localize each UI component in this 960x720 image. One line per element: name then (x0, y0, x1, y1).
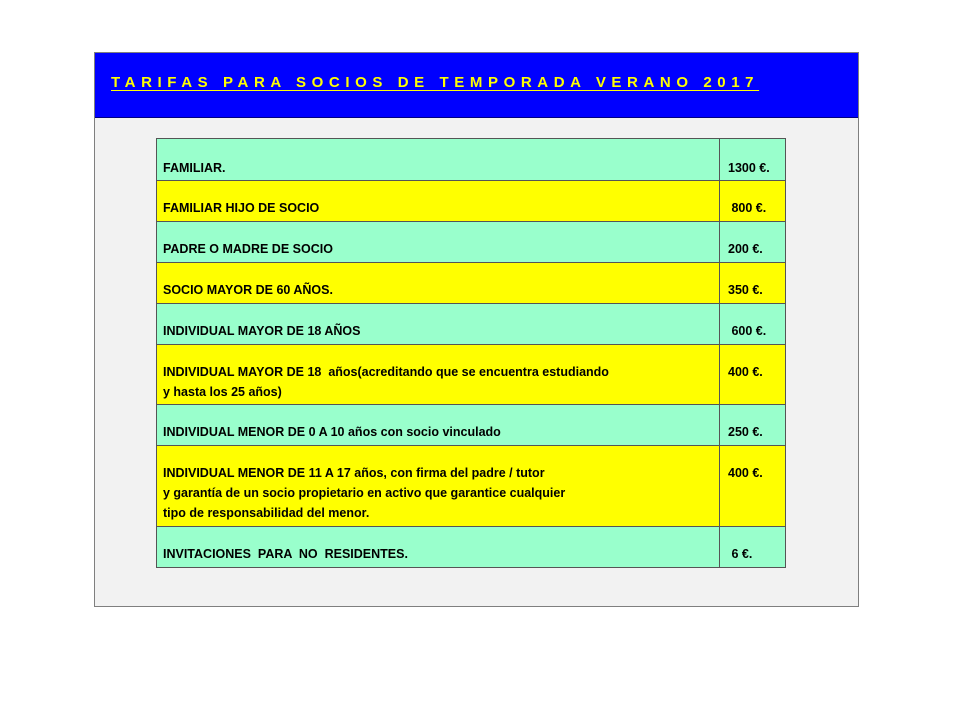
rate-row (157, 527, 786, 568)
rate-price: 6 €. (720, 527, 786, 568)
rate-description-line: INDIVIDUAL MENOR DE 0 A 10 años con socio vinculado (163, 425, 501, 439)
rate-row (157, 263, 786, 304)
rate-row (157, 181, 786, 222)
rate-row (157, 405, 786, 446)
rate-description-line: FAMILIAR. (163, 161, 226, 175)
rate-row (157, 222, 786, 263)
rate-price: 250 €. (720, 405, 786, 446)
rate-description (157, 181, 720, 222)
rate-description-line: y garantía de un socio propietario en activo que garantice cualquier (163, 486, 566, 500)
rate-description (157, 527, 720, 568)
page-title: TARIFAS PARA SOCIOS DE TEMPORADA VERANO 2017 (111, 74, 760, 91)
rate-price: 200 €. (720, 222, 786, 263)
rate-price: 1300 €. (720, 139, 786, 181)
rate-description (157, 304, 720, 345)
rates-table-body (157, 139, 786, 568)
rate-row (157, 304, 786, 345)
rate-description-line: INDIVIDUAL MAYOR DE 18 AÑOS (163, 324, 361, 338)
rate-price: 600 €. (720, 304, 786, 345)
rate-price: 400 €. (720, 446, 786, 527)
rate-description (157, 446, 720, 527)
rate-description (157, 405, 720, 446)
rate-price: 800 €. (720, 181, 786, 222)
rate-description-line: PADRE O MADRE DE SOCIO (163, 242, 333, 256)
header-bar (95, 53, 858, 118)
rates-sheet (94, 52, 859, 607)
rate-description (157, 139, 720, 181)
rate-description-line: y hasta los 25 años) (163, 385, 282, 399)
rate-description-line: INVITACIONES PARA NO RESIDENTES. (163, 547, 408, 561)
rate-description (157, 263, 720, 304)
rate-description-line: tipo de responsabilidad del menor. (163, 506, 370, 520)
rate-price: 400 €. (720, 345, 786, 405)
rate-row (157, 139, 786, 181)
rate-description (157, 222, 720, 263)
rate-description (157, 345, 720, 405)
rate-description-line: FAMILIAR HIJO DE SOCIO (163, 201, 320, 215)
rate-description-line: INDIVIDUAL MAYOR DE 18 años(acreditando que se encuentra estudiando (163, 365, 609, 379)
rate-description-line: SOCIO MAYOR DE 60 AÑOS. (163, 283, 333, 297)
rate-row (157, 345, 786, 405)
rate-price: 350 €. (720, 263, 786, 304)
rates-table (156, 138, 786, 568)
rate-row (157, 446, 786, 527)
rate-description-line: INDIVIDUAL MENOR DE 11 A 17 años, con firma del padre / tutor (163, 466, 545, 480)
